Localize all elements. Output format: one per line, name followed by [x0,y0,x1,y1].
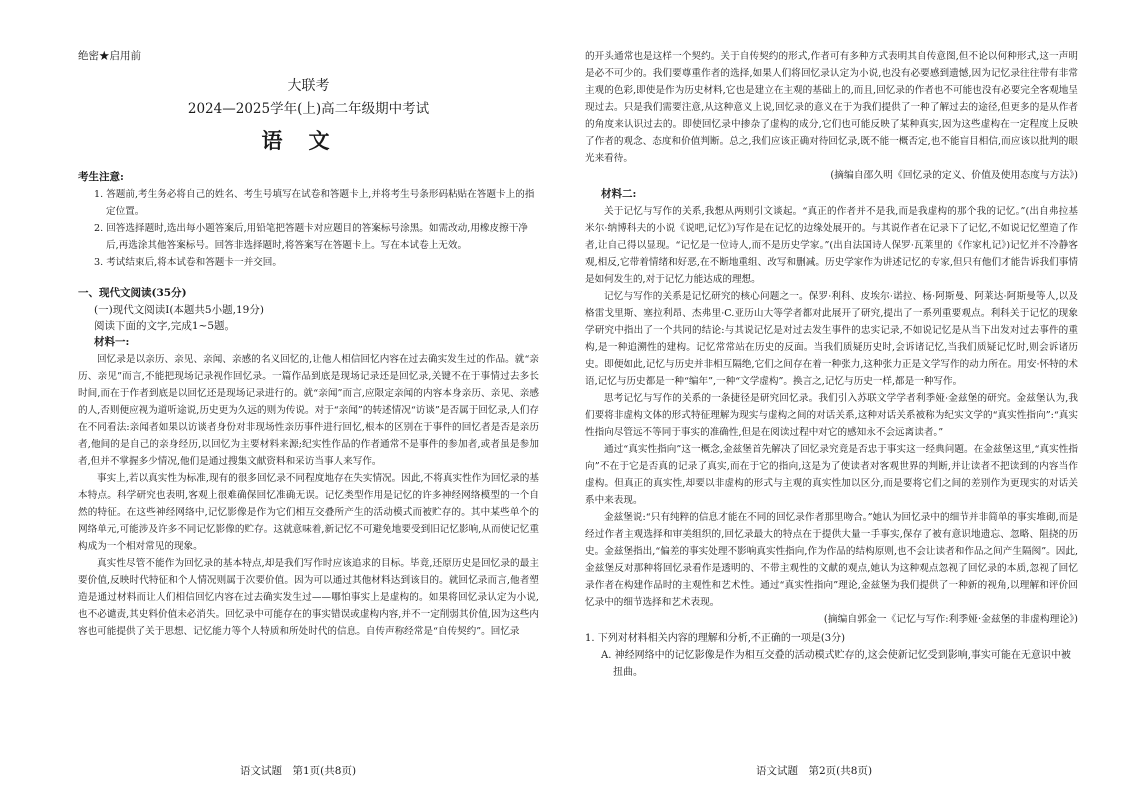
page-footer: 语文试题 第1页(共8页) [240,765,357,777]
confidential-mark: 绝密★启用前 [78,50,141,62]
source-citation: (摘编自邵久明《回忆录的定义、价值及使用态度与方法》) [830,170,1078,181]
reading-instruction: 阅读下面的文字,完成1~5题。 [94,320,235,332]
page-footer: 语文试题 第2页(共8页) [756,765,873,777]
section-heading: 一、现代文阅读(35分) [78,287,187,299]
question-stem: 1. 下列对材料相关内容的理解和分析,不正确的一项是(3分) [585,633,846,644]
passage-paragraph: 事实上,若以真实性为标准,现有的很多回忆录不同程度地存在失实情况。因此,不将真实性作为回忆录的基本特点。科学研究也表明,客观上很难确保回忆准确无误。记忆类型作用是记忆的许多神经网络模型的一个自然的特征。在这些神经网络中,记忆影像是作为它们相互交叠所产生的活动模式而被贮存的。其中某些单个的网络单元,可能涉及许多不同记忆影像的贮存。这就意味着,新记忆不可避免地要受到旧记忆影响,从而使记忆重构成为一个相对常见的现象。 [78,473,539,552]
exam-title: 2024—2025学年(上)高二年级期中考试 [187,101,430,117]
passage-paragraph: 的开头通常也是这样一个契约。关于自传契约的形式,作者可有多种方式表明其自传意图,但不论以何种形式,这一声明是必不可少的。我们要尊重作者的选择,如果人们将回忆录认定为小说,也没有必要感到遗憾,因为记忆录往往带有非常主观的色彩,即使是作为历史材料,它也是建立在主观的基础上的,而且,回忆录的作者也不可能也没有必要完全客观地呈现过去。只是我们需要注意,从这种意义上说,回忆录的意义在于为我们提供了一种了解过去的途径,但更多的是从作者的角度来认识过去的。即使回忆录中掺杂了虚构的成分,它们也可能反映了某种真实,因为这些虚构在一定程度上反映了作者的观念、态度和价值判断。总之,我们应该正确对待回忆录,既不能一概否定,也不能盲目相信,而应该以批判的眼光来看待。 [585,51,1078,164]
right-page [561,0,1122,794]
notice-item: 3. 考试结束后,将本试卷和答题卡一并交回。 [94,257,282,268]
passage-paragraph: 思考记忆与写作的关系的一条捷径是研究回忆录。我们引入苏联文学学者利季娅·金兹堡的研究。金兹堡认为,我们要将非虚构文体的形式特征理解为现实与虚构之间的对话关系,这种对话关系被称为纪实文学的“真实性指向”:“真实性指向尽管远不等同于事实的准确性,但是在阅读过程中对它的感知永不会远离读者。” [585,393,1078,438]
passage-paragraph: 金兹堡说:“只有纯粹的信息才能在不同的回忆录作者那里吻合。”她认为回忆录中的细节并非简单的事实堆砌,而是经过作者主观选择和审美组织的,回忆录最大的特点在于提供大量一手事实,保存了被有意识地遗忘、忽略、阻挠的历史。金兹堡指出,“偏差的事实处理不影响真实性指向,作为作品的结构原则,也不会让读者和作品之间产生隔阂”。因此,金兹堡反对那种将回忆录看作是透明的、不带主观性的文献的观点,她认为这种观点忽视了回忆录的本质,忽视了回忆录作者在构建作品时的主观性和艺术性。通过“真实性指向”理论,金兹堡为我们提供了一种新的视角,以理解和评价回忆录中的细节选择和艺术表现。 [585,512,1078,608]
passage-paragraph: 回忆录是以亲历、亲见、亲闻、亲感的名义回忆的,让他人相信回忆内容在过去确实发生过的作品。就“亲历、亲见”而言,不能把现场记录视作回忆录。一篇作品到底是现场记录还是回忆录,关键不在于事情过去多长时间,而在于作者到底是以回忆还是现场记录进行的。就“亲闻”而言,应限定亲闻的内容本身亲历、亲见、亲感的人,否则便应视为道听途说,历史更为久远的则为传说。对于“亲闻”的转述情况“访谈”是否属于回忆录,人们存在不同看法:亲闻者如果以访谈者身份对非现场性亲历事件进行回忆,根本的区别在于事件的回忆者是否是亲历者,他间的是自己的亲身经历,以回忆为主要材料来源;纪实性作品的作者通常不是事件的参加者,或者虽是参加者,但并不掌握多少情况,他们是通过搜集文献资料和采访当事人来写作。 [78,354,539,467]
notice-item: 1. 答题前,考生务必将自己的姓名、考生号填写在试卷和答题卡上,并将考生号条形码粘贴在答题卡上的指定位置。 [94,189,535,217]
subject-title: 语文 [261,128,356,153]
source-citation: (摘编自郭金一《记忆与写作:利季娅·金兹堡的非虚构理论》) [823,614,1078,625]
material-label: 材料一: [94,336,130,348]
subsection-heading: (一)现代文阅读Ⅰ(本题共5小题,19分) [94,304,264,316]
passage-paragraph: 真实性尽管不能作为回忆录的基本特点,却是我们写作时应该追求的目标。毕竟,还原历史是回忆录的最主要价值,反映时代特征和个人情况则属于次要价值。因为可以通过其他材料达到该目的。就回忆录而言,他者塑造是通过材料而让人们相信回忆内容在过去确实发生过——哪怕事实上是虚构的。如果将回忆录认定为小说,也不必谴责,其史料价值未必消失。回忆录中可能存在的事实错误或虚构内容,并不一定削弱其价值,因为这些内容也可能提供了关于思想、记忆能力等个人特质和所处时代的信息。自传声称经常是“自传契约”。回忆录 [78,558,539,637]
material-label: 材料二: [601,188,637,200]
notice-item: 2. 回答选择题时,选出每小题答案后,用铅笔把答题卡对应题目的答案标号涂黑。如需改动,用橡皮擦干净后,再选涂其他答案标号。回答非选择题时,将答案写在答题卡上。写在本试卷上无效。 [94,223,528,251]
notice-heading: 考生注意: [78,171,124,183]
passage-paragraph: 记忆与写作的关系是记忆研究的核心问题之一。保罗·利科、皮埃尔·诺拉、杨·阿斯曼、阿莱达·阿斯曼等人,以及格雷戈里斯、塞拉利昂、杰弗里·C.亚历山大等学者都对此展开了研究,提出了一系列重要观点。利科关于记忆的现象学研究中指出了一个共同的结论:与其说记忆是对过去发生事件的忠实记录,不如说记忆是从当下出发对过去事件的重构,是一种追溯性的建构。记忆常常站在历史的反面。当我们质疑历史时,会诉诸记忆,当我们质疑记忆时,则会诉诸历史。即便如此,记忆与历史并非相互隔绝,它们之间存在着一种张力,这种张力正是文学写作的动力所在。用安·怀特的术语,记忆与历史都是一种“编年”,一种“文学虚构”。换言之,记忆与历史一样,都是一种写作。 [585,291,1078,387]
passage-paragraph: 通过“真实性指向”这一概念,金兹堡首先解决了回忆录究竟是否忠于事实这一经典问题。在金兹堡这里,“真实性指向”不在于它是否真的记录了真实,而在于它的指向,这是为了使读者对客观世界的判断,并让读者不把读到的内容当作虚构。但真正的真实性,却要以非虚构的形式与主观的真实性加以区分,而是要将它们之间的差别作为更现实的对话关系中来表现。 [585,444,1078,506]
answer-option-a: A. 神经网络中的记忆影像是作为相互交叠的活动模式贮存的,这会使新记忆受到影响,事实可能在无意识中被扭曲。 [601,650,1071,678]
exam-organizer: 大联考 [287,78,330,94]
passage-paragraph: 关于记忆与写作的关系,我想从两则引文谈起。“真正的作者并不是我,而是我虚构的那个我的记忆。”(出自弗拉基米尔·纳博科夫的小说《说吧,记忆》)写作是在记忆的边缘处展开的。与其说作者在记录下了记忆,不如说记忆塑造了作者,让自己得以显现。“记忆是一位诗人,而不是历史学家。”(出自法国诗人保罗·瓦莱里的《作家札记》)记忆并不冷静客观,相反,它带着情绪和好恶,在不断地重组、改写和删减。历史学家作为讲述记忆的专家,但只有他们才能告诉我们事情是如何发生的,对于记忆力能达成的理想。 [585,206,1078,285]
